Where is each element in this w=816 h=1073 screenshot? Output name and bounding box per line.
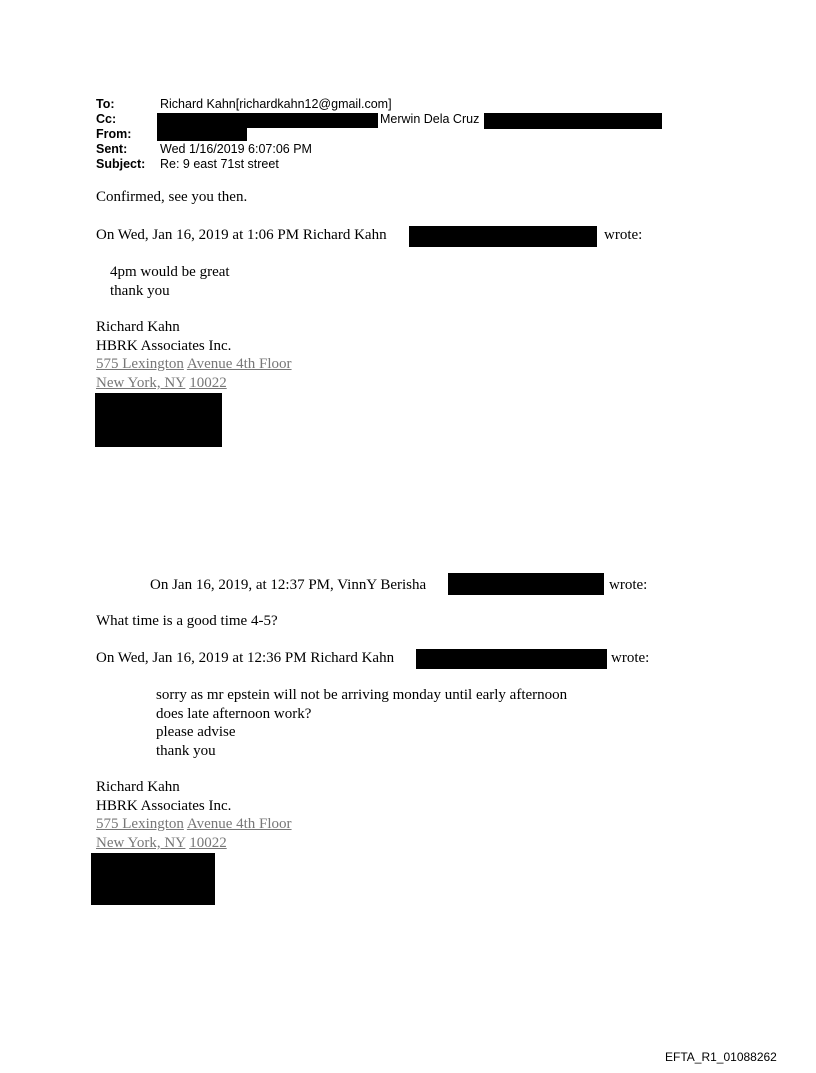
subject-label: Subject: bbox=[96, 157, 146, 171]
cc-label: Cc: bbox=[96, 112, 117, 126]
document-id: EFTA_R1_01088262 bbox=[665, 1050, 777, 1064]
quote3-line-3: please advise bbox=[156, 724, 236, 740]
to-value: Richard Kahn[richardkahn12@gmail.com] bbox=[160, 97, 392, 111]
sig1-city-link[interactable]: New York, NY bbox=[96, 375, 186, 391]
sent-label: Sent: bbox=[96, 142, 128, 156]
redaction-quote1-email bbox=[409, 226, 597, 247]
sig2-address-1 bbox=[96, 815, 292, 834]
cc-name: Merwin Dela Cruz bbox=[380, 112, 480, 126]
sent-value: Wed 1/16/2019 6:07:06 PM bbox=[160, 142, 312, 156]
sig2-address-2 bbox=[96, 834, 227, 853]
quote1-wrote: wrote: bbox=[604, 227, 643, 243]
quote2-text: What time is a good time 4-5? bbox=[96, 613, 278, 629]
redaction-quote3-email bbox=[416, 649, 607, 669]
quote2-intro: On Jan 16, 2019, at 12:37 PM, VinnY Berisha bbox=[150, 577, 427, 593]
quote1-line-2: thank you bbox=[110, 283, 170, 299]
reply-text: Confirmed, see you then. bbox=[96, 189, 248, 205]
sig2-zip-link[interactable]: 10022 bbox=[189, 835, 227, 851]
sig2-city-link[interactable]: New York, NY bbox=[96, 835, 186, 851]
sig2-company: HBRK Associates Inc. bbox=[96, 798, 232, 814]
sig1-address-1 bbox=[96, 355, 292, 374]
sig1-floor-link[interactable]: Avenue 4th Floor bbox=[186, 356, 292, 372]
sig1-company: HBRK Associates Inc. bbox=[96, 338, 232, 354]
quote3-wrote: wrote: bbox=[611, 650, 650, 666]
sig1-zip-link[interactable]: 10022 bbox=[189, 375, 227, 391]
sig1-street-link[interactable]: 575 Lexington bbox=[96, 356, 184, 372]
quote3-line-4: thank you bbox=[156, 743, 216, 759]
from-label: From: bbox=[96, 127, 132, 141]
redaction-from bbox=[157, 128, 247, 141]
subject-value: Re: 9 east 71st street bbox=[160, 157, 279, 171]
quote3-line-1: sorry as mr epstein will not be arriving monday until early afternoon bbox=[156, 687, 568, 703]
quote3-line-2: does late afternoon work? bbox=[156, 706, 312, 722]
redaction-cc-2 bbox=[484, 113, 662, 129]
sig2-name: Richard Kahn bbox=[96, 779, 180, 795]
redaction-sig2-block bbox=[91, 853, 215, 905]
to-label: To: bbox=[96, 97, 115, 111]
quote3-intro: On Wed, Jan 16, 2019 at 12:36 PM Richard Kahn bbox=[96, 650, 395, 666]
sig2-street-link[interactable]: 575 Lexington bbox=[96, 816, 184, 832]
quote1-line-1: 4pm would be great bbox=[110, 264, 230, 280]
sig1-address-2 bbox=[96, 374, 227, 393]
sig2-floor-link[interactable]: Avenue 4th Floor bbox=[186, 816, 292, 832]
redaction-sig1-block bbox=[95, 393, 222, 447]
sig1-name: Richard Kahn bbox=[96, 319, 180, 335]
quote1-intro: On Wed, Jan 16, 2019 at 1:06 PM Richard Kahn bbox=[96, 227, 387, 243]
redaction-cc-1 bbox=[157, 113, 378, 128]
redaction-quote2-email bbox=[448, 573, 604, 595]
quote2-wrote: wrote: bbox=[609, 577, 648, 593]
